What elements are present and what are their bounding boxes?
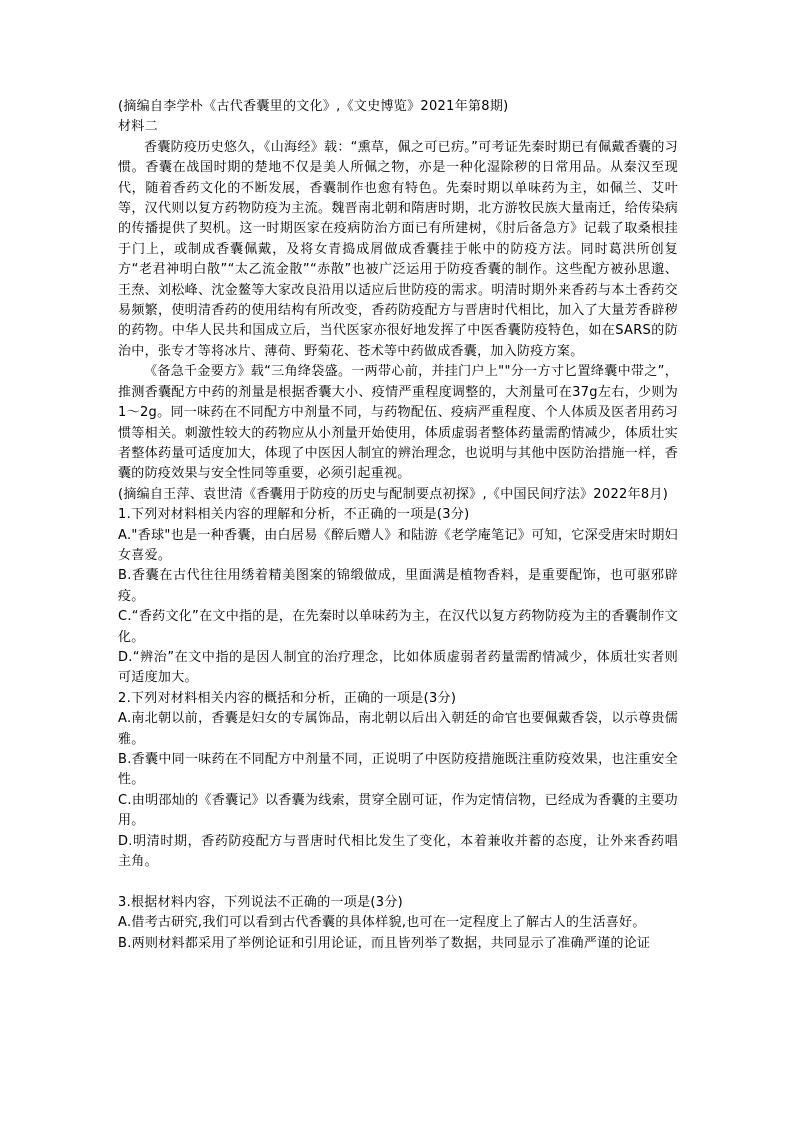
question-option-b: B.两则材料都采用了举例论证和引用论证，而且皆列举了数据，共同显示了准确严谨的论证 — [118, 935, 651, 951]
question-1 — [118, 505, 678, 689]
question-option-a: A.南北朝以前，香囊是妇女的专属饰品，南北朝以后出入朝廷的命官也要佩戴香袋，以示尊贵儒雅。 — [118, 711, 678, 747]
material2-heading: 材料二 — [118, 119, 158, 135]
material1-source: (摘编自李学朴《古代香囊里的文化》,《文史博览》2021年第8期) — [118, 99, 509, 114]
material2-paragraph-1: 香囊防疫历史悠久，《山海经》载：“熏草，佩之可已疠。”可考证先秦时期已有佩戴香囊的习惯。香囊在战国时期的楚地不仅是美人所佩之物，亦是一种化湿除秽的日常用品。从秦汉至现代，随着香药文化的不断发展，香囊制作也愈有特色。先秦时期以单味药为主，如佩兰、艾叶等，汉代则以复方药物防疫为主流。魏晋南北朝和隋唐时期，北方游牧民族大量南迁，给传染病的传播提供了契机。这一时期医家在疫病防治方面已有所建树，《肘后备急方》记载了取桑根挂于门上，或制成香囊佩戴，及将女青捣成屑做成香囊挂于帐中的防疫方法。同时葛洪所创复方“老君神明白散”“太乙流金散”“赤散”也被广泛运用于防疫香囊的制作。这些配方被孙思邈、王焘、刘松峰、沈金鳌等大家改良沿用以适应后世防疫的需求。明清时期外来香药与本土香药交易频繁，使明清香药的使用结构有所改变，香药防疫配方与晋唐时代相比，加入了大量芳香辟秽的药物。中华人民共和国成立后，当代医家亦很好地发挥了中医香囊防疫特色，如在SARS的防治中，张专才等将冰片、薄荷、野菊花、苍术等中药做成香囊，加入防疫方案。 — [118, 139, 678, 359]
spacer — [118, 872, 678, 892]
question-option-c: C.由明邵灿的《香囊记》以香囊为线索，贯穿全剧可证，作为定情信物，已经成为香囊的主要功用。 — [118, 792, 678, 829]
question-option-b: B.香囊在古代往往用绣着精美图案的锦缎做成，里面满是植物香料，是重要配饰，也可驱邪辟疫。 — [118, 568, 678, 604]
question-2 — [118, 689, 678, 873]
question-option-b: B.香囊中同一味药在不同配方中剂量不同，正说明了中医防疫措施既注重防疫效果，也注重安全性。 — [118, 752, 678, 788]
material2-source: (摘编自王萍、袁世清《香囊用于防疫的历史与配制要点初探》,《中国民间疗法》2022年8月) — [118, 486, 669, 502]
question-option-a: A.借考古研究,我们可以看到古代香囊的具体样貌,也可在一定程度上了解古人的生活喜好。 — [118, 915, 646, 931]
material2-paragraph-2: 《备急千金要方》载“三角绛袋盛。一两带心前，并挂门户上""分一方寸匕置绛囊中带之”，推测香囊配方中药的剂量是根据香囊大小、疫情严重程度调整的，大剂量可在37g左右，少则为1～2g。同一味药在不同配方中剂量不同，与药物配伍、疫病严重程度、个人体质及医者用药习惯等相关。刺激性较大的药物应从小剂量开始使用，体质虚弱者整体药量需酌情减少，体质壮实者整体药量可适度加大，体现了中医因人制宜的辨治理念，也说明与其他中医防治措施一样，香囊的防疫效果与安全性同等重要，必须引起重视。 — [118, 364, 678, 482]
question-option-d: D.“辨治”在文中指的是因人制宜的治疗理念，比如体质虚弱者药量需酌情减少，体质壮实者则可适度加大。 — [118, 649, 678, 686]
exam-page — [118, 97, 678, 954]
question-3 — [118, 893, 678, 954]
question-option-c: C.“香药文化”在文中指的是，在先秦时以单味药为主，在汉代以复方药物防疫为主的香囊制作文化。 — [118, 609, 678, 645]
question-title: 3.根据材料内容，下列说法不正确的一项是(3分) — [118, 894, 404, 910]
question-title: 1.下列对材料相关内容的理解和分析，不正确的一项是(3分) — [118, 507, 470, 523]
question-option-d: D.明清时期，香药防疫配方与晋唐时代相比发生了变化，本着兼收并蓄的态度，让外来香药唱主角。 — [118, 833, 678, 870]
question-option-a: A."香球"也是一种香囊，由白居易《醉后赠人》和陆游《老学庵笔记》可知，它深受唐宋时期妇女喜爱。 — [118, 527, 678, 563]
question-title: 2.下列对材料相关内容的概括和分析，正确的一项是(3分) — [118, 690, 457, 706]
